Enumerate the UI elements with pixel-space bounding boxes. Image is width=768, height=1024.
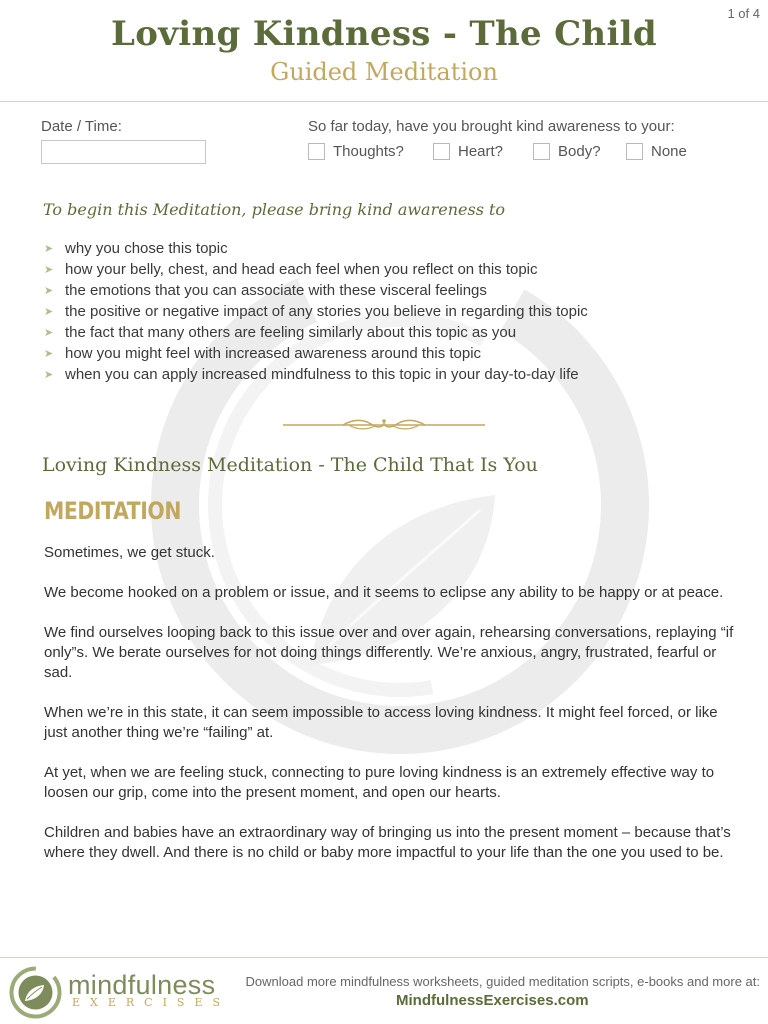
arrow-bullet-icon: ➤	[44, 348, 54, 360]
none-checkbox[interactable]	[626, 143, 643, 160]
meditation-label: MEDITATION	[44, 497, 181, 525]
list-item	[44, 343, 588, 364]
body-checkbox[interactable]	[533, 143, 550, 160]
ornamental-divider	[283, 416, 485, 434]
arrow-bullet-icon: ➤	[44, 369, 54, 381]
list-item-text: the positive or negative impact of any stories you believe in regarding this topic	[65, 303, 588, 320]
list-item-text: the emotions that you can associate with these visceral feelings	[65, 282, 487, 299]
body-option[interactable]	[533, 143, 601, 160]
brand-name: mindfulness	[68, 970, 216, 1000]
list-item	[44, 238, 588, 259]
thoughts-checkbox[interactable]	[308, 143, 325, 160]
footer-divider	[0, 957, 768, 958]
paragraph: Children and babies have an extraordinary way of bringing us into the present moment – because that’s where they dwell. And there is no child or baby more impactful to your life than the one you used to be.	[44, 824, 731, 861]
list-item	[44, 322, 588, 343]
mindfulness-logo-icon	[8, 965, 63, 1020]
brand-subtitle: EXERCISES	[72, 996, 231, 1009]
arrow-bullet-icon: ➤	[44, 306, 54, 318]
section-subheading: Loving Kindness Meditation - The Child That Is You	[42, 454, 538, 476]
page-indicator: 1 of 4	[727, 6, 760, 21]
arrow-bullet-icon: ➤	[44, 327, 54, 339]
paragraph: At yet, when we are feeling stuck, connecting to pure loving kindness is an extremely effective way to loosen our grip, come into the present moment, and open our hearts.	[44, 764, 715, 801]
list-item-text: how your belly, chest, and head each feel when you reflect on this topic	[65, 261, 538, 278]
meditation-body	[44, 543, 734, 883]
list-item	[44, 301, 588, 322]
none-label: None	[651, 143, 687, 160]
paragraph: We find ourselves looping back to this issue over and over again, rehearsing conversations, replaying “if only”s. We berate ourselves for not doing things differently. We’re anxious, angry, frustrated, fearful or sad.	[44, 624, 734, 681]
paragraph: Sometimes, we get stuck.	[44, 544, 215, 561]
arrow-bullet-icon: ➤	[44, 285, 54, 297]
none-option[interactable]	[626, 143, 687, 160]
thoughts-option[interactable]	[308, 143, 404, 160]
list-item	[44, 280, 588, 301]
intro-list	[44, 238, 588, 385]
paragraph: We become hooked on a problem or issue, and it seems to eclipse any ability to be happy or at peace.	[44, 584, 724, 601]
list-item	[44, 259, 588, 280]
arrow-bullet-icon: ➤	[44, 243, 54, 255]
thoughts-label: Thoughts?	[333, 143, 404, 160]
heart-checkbox[interactable]	[433, 143, 450, 160]
page-title: Loving Kindness - The Child	[111, 14, 657, 54]
list-item	[44, 364, 588, 385]
body-label: Body?	[558, 143, 601, 160]
awareness-question: So far today, have you brought kind awareness to your:	[308, 118, 675, 135]
header-divider	[0, 101, 768, 102]
list-item-text: why you chose this topic	[65, 240, 228, 257]
heart-label: Heart?	[458, 143, 504, 160]
list-item-text: how you might feel with increased awareness around this topic	[65, 345, 482, 362]
arrow-bullet-icon: ➤	[44, 264, 54, 276]
heart-option[interactable]	[433, 143, 503, 160]
date-time-field[interactable]	[41, 140, 206, 164]
paragraph: When we’re in this state, it can seem impossible to access loving kindness. It might feel forced, or like just another thing we’re “failing” at.	[44, 704, 718, 741]
intro-heading: To begin this Meditation, please bring kind awareness to	[43, 200, 506, 219]
footer-website-link[interactable]: MindfulnessExercises.com	[396, 992, 589, 1009]
list-item-text: the fact that many others are feeling similarly about this topic as you	[65, 324, 517, 341]
page-subtitle: Guided Meditation	[270, 58, 498, 86]
list-item-text: when you can apply increased mindfulness to this topic in your day-to-day life	[65, 366, 579, 383]
footer-note: Download more mindfulness worksheets, guided meditation scripts, e-books and more at:	[245, 974, 760, 989]
date-time-label: Date / Time:	[41, 118, 122, 135]
